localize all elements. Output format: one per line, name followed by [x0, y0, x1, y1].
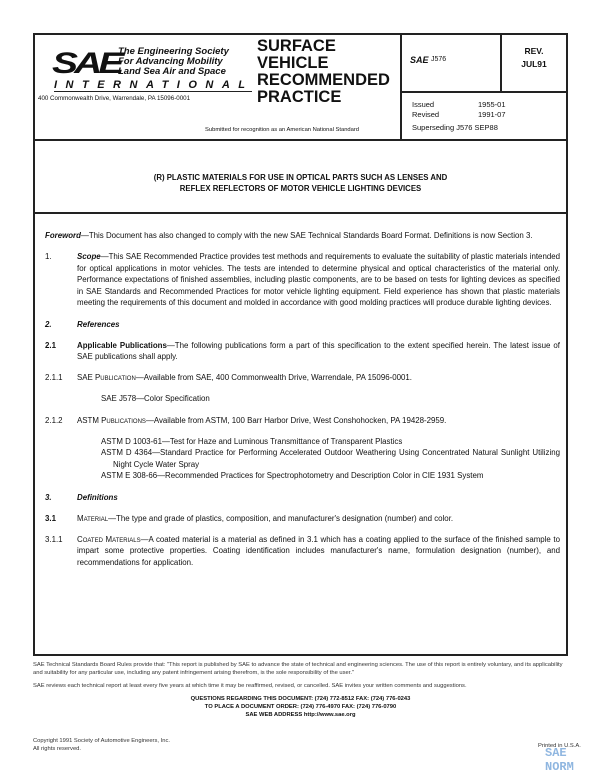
section-references	[45, 319, 560, 331]
astm-reference-list	[45, 436, 560, 482]
section-2-1	[45, 340, 560, 363]
document-title	[35, 172, 566, 194]
section-3-1-1	[45, 534, 560, 569]
reference-item: ASTM D 4364—Standard Practice for Performing Accelerated Outdoor Weathering Using Concentrated Natural Sunlight Utilizing Night Cycle Water Spray	[101, 448, 560, 469]
order-contact: TO PLACE A DOCUMENT ORDER: (724) 776-4970 FAX: (724) 776-0790	[204, 704, 397, 711]
section-text: —Available from SAE, 400 Commonwealth Drive, Warrendale, PA 15096-0001.	[135, 373, 412, 383]
reference-item: SAE J578—Color Specification	[101, 394, 210, 404]
section-label: Material	[77, 513, 109, 523]
section-scope	[45, 251, 560, 309]
section-label: References	[77, 319, 120, 329]
rules-note: SAE Technical Standards Board Rules provide that: "This report is published by SAE to advance the state of technical and engineering sciences. The use of this report is entirely voluntary, and its applicability and suitability for any particular use, including any patent infringement arising therefrom, is the sole responsibility of the user."	[33, 662, 563, 676]
rev-value: JUL91	[521, 59, 547, 69]
doc-type-line: RECOMMENDED	[257, 71, 390, 89]
section-number: 1.	[45, 252, 52, 262]
document-body	[45, 230, 560, 578]
section-label: ASTM Publications	[77, 415, 146, 425]
section-text: —Available from ASTM, 100 Barr Harbor Drive, West Conshohocken, PA 19428-2959.	[145, 415, 447, 425]
document-number: J576	[431, 56, 447, 63]
section-2-1-1	[45, 372, 560, 384]
printed-in: Printed in U.S.A.	[538, 743, 581, 749]
divider	[500, 35, 502, 92]
reference-item: ASTM E 308-66—Recommended Practices for Spectrophotometry and Description Color in CIE 1931 System	[101, 471, 484, 481]
section-label: Definitions	[77, 492, 118, 502]
section-number: 2.	[45, 319, 52, 329]
review-note: SAE reviews each technical report at least every five years at which time it may be reaffirmed, revised, or cancelled. SAE invites your written comments and suggestions.	[33, 682, 467, 689]
revision-box	[503, 45, 565, 71]
section-number: 2.1.1	[45, 373, 63, 383]
doc-type-line: PRACTICE	[257, 88, 342, 106]
revised-label: Revised	[412, 110, 440, 119]
section-3-1	[45, 513, 560, 525]
section-definitions	[45, 492, 560, 504]
section-2-1-2	[45, 415, 560, 427]
section-number: 2.1.2	[45, 415, 63, 425]
section-text: —The type and grade of plastics, composition, and manufacturer's designation (number) and color.	[108, 513, 454, 523]
divider	[400, 91, 566, 93]
section-number: 3.1.1	[45, 534, 63, 544]
questions-contact: QUESTIONS REGARDING THIS DOCUMENT: (724) 772-8512 FAX: (724) 776-0243	[190, 696, 411, 703]
divider	[35, 212, 566, 214]
section-number: 3.	[45, 492, 52, 502]
section-number: 2.1	[45, 340, 56, 350]
copyright	[33, 738, 170, 754]
issued-date: 1955-01	[478, 100, 506, 109]
foreword-text: —This Document has also changed to comply with the new SAE Technical Standards Board Format. Definitions is now Section 3.	[80, 231, 533, 240]
tagline-line: Land Sea Air and Space	[118, 66, 226, 77]
international-label: INTERNATIONAL	[54, 79, 254, 91]
tagline-line: The Engineering Society	[118, 46, 229, 57]
foreword-label: Foreword	[45, 231, 81, 240]
section-number: 3.1	[45, 513, 56, 523]
doc-type-line: SURFACE	[257, 37, 336, 55]
footer	[33, 662, 568, 720]
revised-date: 1991-07	[478, 110, 506, 119]
issued-label: Issued	[412, 100, 435, 109]
reference-item: ASTM D 1003-61—Test for Haze and Luminous Transmittance of Transparent Plastics	[101, 436, 403, 446]
title-line: (R) PLASTIC MATERIALS FOR USE IN OPTICAL PARTS SUCH AS LENSES AND	[153, 173, 448, 182]
section-label: SAE Publication	[77, 373, 136, 383]
web-address[interactable]: SAE WEB ADDRESS http://www.sae.org	[245, 711, 356, 718]
section-label: Coated Materials	[77, 534, 141, 544]
sae-norm-watermark: SAE NORM	[545, 746, 574, 774]
society-tagline	[118, 47, 258, 77]
copyright-line: Copyright 1991 Society of Automotive Engineers, Inc.	[33, 738, 170, 744]
submitted-note: Submitted for recognition as an American National Standard	[205, 127, 360, 133]
section-label: Applicable Publications	[77, 340, 167, 350]
doc-type-line: VEHICLE	[257, 54, 329, 72]
small-sae-logo: SAE	[410, 55, 429, 65]
rights-line: All rights reserved.	[33, 745, 82, 752]
superseding-note: Superseding J576 SEP88	[412, 123, 498, 132]
rev-label: REV.	[524, 46, 544, 56]
sae-reference-list	[45, 393, 560, 405]
section-label: Scope	[77, 252, 101, 262]
foreword	[45, 230, 560, 242]
tagline-line: For Advancing Mobility	[118, 56, 223, 67]
section-text: —This SAE Recommended Practice provides test methods and requirements to evaluate the suitability of plastic materials intended for optical applications in motor vehicles. The tests are intended to determine physical and optical characteristics of the material only. Performance expectations of finished assemblies, including plastic components, are to be based on tests for lighting devices as specified in SAE Standards and Recommended Practices for motor vehicle lighting equipment. Field experience has shown that plastic materials meeting the requirements of this document and molded in accordance with good molding practices will produce durable lighting devices.	[77, 252, 560, 308]
document-type	[257, 38, 390, 106]
sae-logo: SAE	[52, 47, 121, 80]
section-text: —The following publications form a part of this specification to the extent specified herein. The latest issue of SAE publications shall apply.	[77, 340, 560, 362]
section-text: —A coated material is a material as defined in 3.1 which has a coating applied to the surface of the finished sample to impart some protective properties. Coating identification includes manufacturer's name, formulation designation (number), and recommendations for application.	[77, 534, 560, 567]
issue-dates	[412, 100, 544, 120]
sae-address: 400 Commonwealth Drive, Warrendale, PA 15096-0001	[38, 95, 191, 102]
divider	[400, 35, 402, 141]
title-line: REFLEX REFLECTORS OF MOTOR VEHICLE LIGHTING DEVICES	[179, 184, 422, 193]
